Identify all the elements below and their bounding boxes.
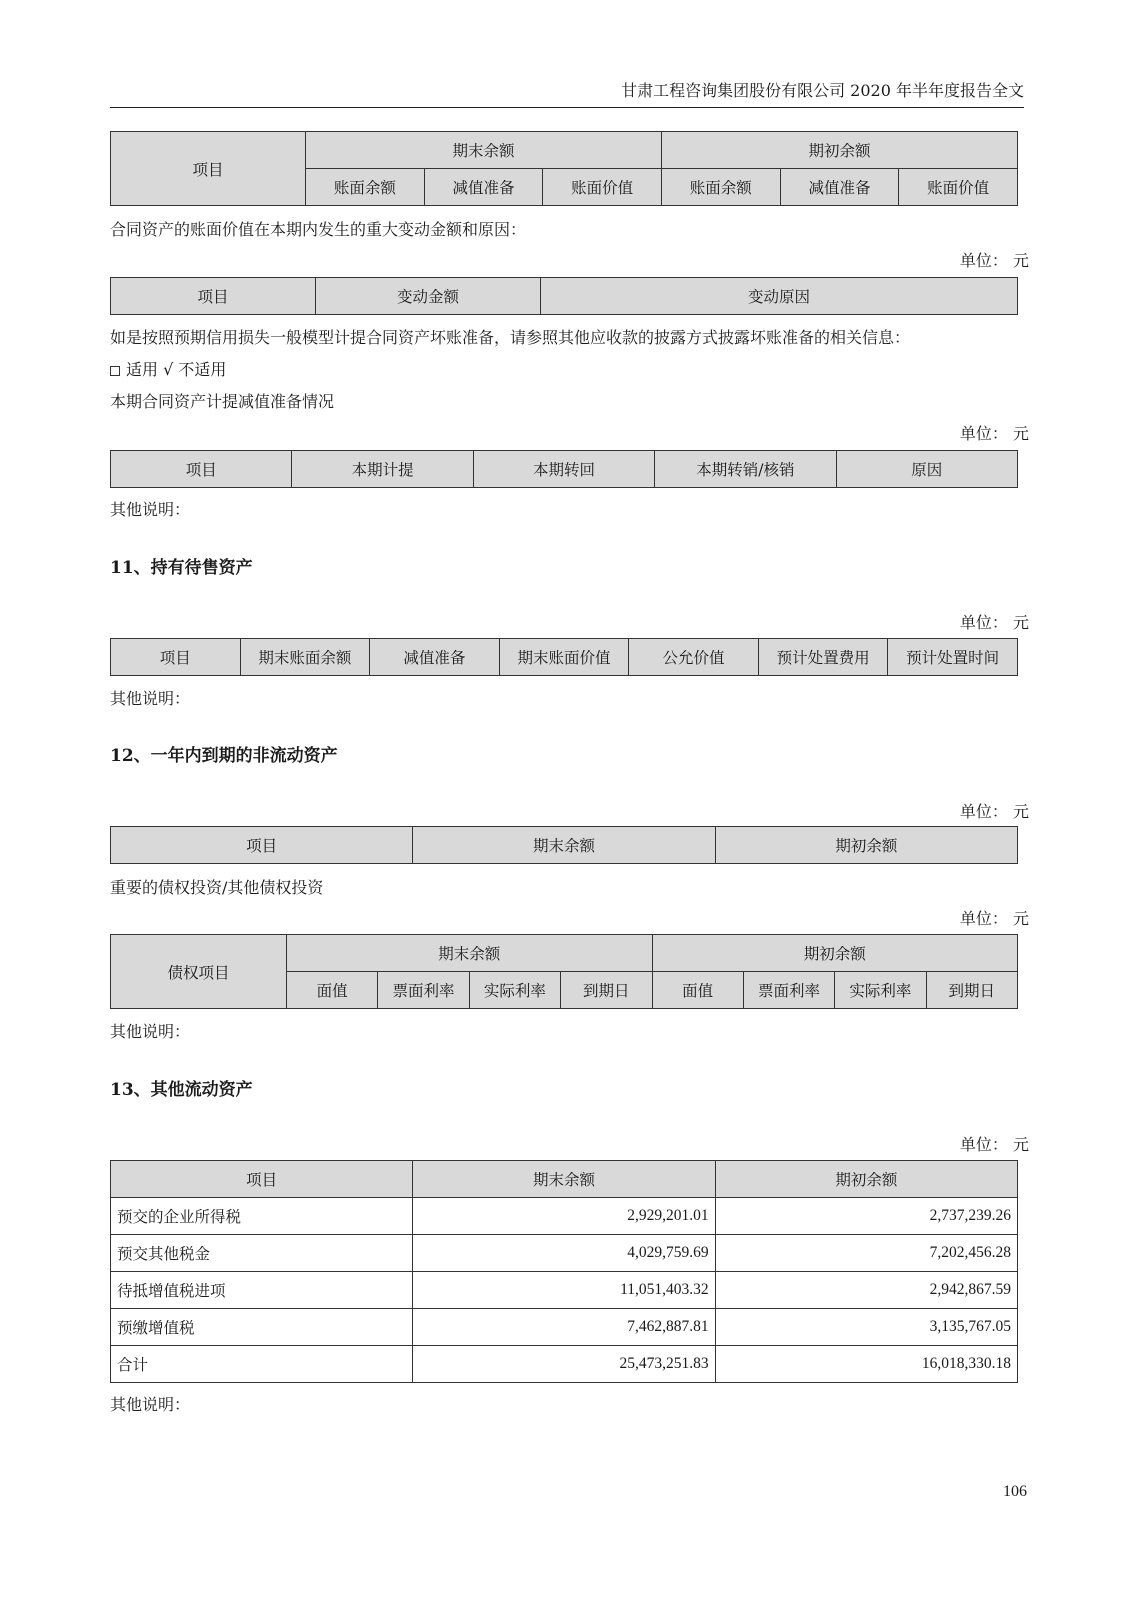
row-label: 待抵增值税进项 [111,1272,413,1309]
begin-balance: 3,135,767.05 [715,1309,1017,1346]
contract-assets-change-table [110,277,1018,315]
subheader: 账面价值 [543,169,662,206]
col-header: 变动原因 [541,278,1018,315]
col-header: 原因 [836,451,1017,488]
debt-investment-table [110,934,1018,1009]
col-header: 期末账面余额 [240,639,370,676]
col-header: 预计处置时间 [888,639,1018,676]
col-header: 期末余额 [413,1161,715,1198]
option-not-applicable: 不适用 [178,360,227,379]
begin-balance: 7,202,456.28 [715,1235,1017,1272]
check-mark-icon: √ [163,360,174,379]
subheader: 面值 [652,972,743,1009]
unit-label: 单位： 元 [959,424,1029,443]
paragraph: 重要的债权投资/其他债权投资 [110,878,324,897]
end-balance: 2,929,201.01 [413,1198,715,1235]
row-label: 合计 [111,1346,413,1383]
col-header-begin-balance: 期初余额 [661,132,1017,169]
table-row [111,1235,1018,1272]
col-header: 本期转回 [473,451,654,488]
col-header: 公允价值 [629,639,759,676]
row-label: 预交其他税金 [111,1235,413,1272]
row-label: 预交的企业所得税 [111,1198,413,1235]
col-header: 变动金额 [316,278,541,315]
table-row [111,1309,1018,1346]
col-header: 期末账面价值 [499,639,629,676]
col-header-item: 项目 [111,132,306,206]
held-for-sale-table [110,638,1018,676]
row-label: 预缴增值税 [111,1309,413,1346]
unit-label: 单位： 元 [959,613,1029,632]
other-current-assets-table [110,1160,1018,1383]
section-title-13: 13、其他流动资产 [110,1080,253,1100]
section-title-11: 11、持有待售资产 [110,558,253,578]
subheader: 账面余额 [661,169,780,206]
section-title-12: 12、一年内到期的非流动资产 [110,746,338,766]
col-header: 项目 [111,827,413,864]
impairment-table [110,450,1018,488]
end-balance: 11,051,403.32 [413,1272,715,1309]
table-row [111,1272,1018,1309]
unit-label: 单位： 元 [959,909,1029,928]
subheader: 减值准备 [424,169,543,206]
other-note: 其他说明： [110,1395,191,1414]
col-header: 本期计提 [292,451,473,488]
end-balance: 25,473,251.83 [413,1346,715,1383]
other-note: 其他说明： [110,500,191,519]
paragraph: 如是按照预期信用损失一般模型计提合同资产坏账准备，请参照其他应收款的披露方式披露坏账准备的相关信息： [110,328,911,347]
col-header: 项目 [111,1161,413,1198]
col-header: 本期转销/核销 [655,451,836,488]
contract-assets-table [110,131,1018,206]
col-header: 预计处置费用 [758,639,888,676]
col-header-end-balance: 期末余额 [306,132,662,169]
subheader: 面值 [287,972,378,1009]
subheader: 减值准备 [780,169,899,206]
col-header: 期初余额 [715,1161,1017,1198]
col-header: 减值准备 [370,639,500,676]
subheader: 账面价值 [899,169,1018,206]
col-header: 项目 [111,451,292,488]
page-header: 甘肃工程咨询集团股份有限公司 2020 年半年度报告全文 [110,78,1024,108]
subheader: 实际利率 [469,972,560,1009]
subheader: 到期日 [561,972,652,1009]
subheader: 账面余额 [306,169,425,206]
begin-balance: 2,737,239.26 [715,1198,1017,1235]
col-header: 项目 [111,639,241,676]
total-row [111,1346,1018,1383]
other-note: 其他说明： [110,1022,191,1041]
unit-label: 单位： 元 [959,802,1029,821]
other-note: 其他说明： [110,689,191,708]
paragraph: 合同资产的账面价值在本期内发生的重大变动金额和原因： [110,220,527,239]
col-header: 期初余额 [715,827,1017,864]
subheader: 到期日 [926,972,1017,1009]
checkbox-icon [110,366,120,376]
unit-label: 单位： 元 [959,1135,1029,1154]
paragraph: 本期合同资产计提减值准备情况 [110,392,335,411]
subheader: 票面利率 [743,972,834,1009]
applicable-options [110,357,226,380]
unit-label: 单位： 元 [959,251,1029,270]
non-current-due-table [110,826,1018,864]
col-header-debt-item: 债权项目 [111,935,287,1009]
col-header: 期末余额 [413,827,715,864]
page-number: 106 [1003,1483,1027,1500]
begin-balance: 16,018,330.18 [715,1346,1017,1383]
option-applicable: 适用 [126,360,159,379]
subheader: 票面利率 [378,972,469,1009]
end-balance: 4,029,759.69 [413,1235,715,1272]
col-header-begin-balance: 期初余额 [652,935,1018,972]
col-header: 项目 [111,278,316,315]
table-row [111,1198,1018,1235]
begin-balance: 2,942,867.59 [715,1272,1017,1309]
end-balance: 7,462,887.81 [413,1309,715,1346]
col-header-end-balance: 期末余额 [287,935,653,972]
subheader: 实际利率 [835,972,926,1009]
